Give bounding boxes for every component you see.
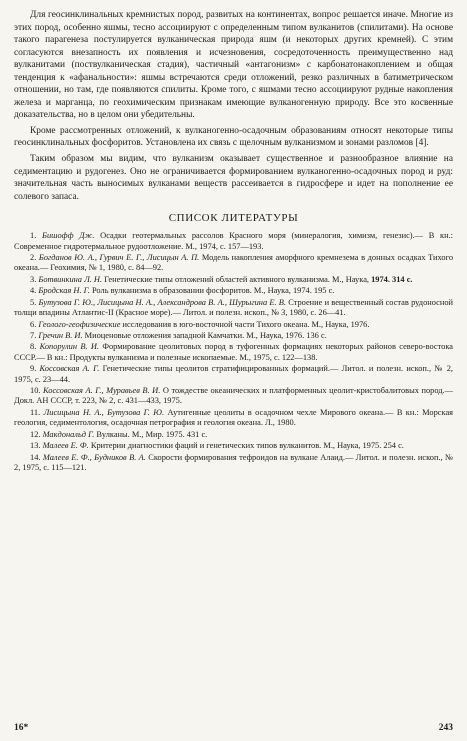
reference-item [14, 430, 453, 440]
reference-number: 10. [30, 386, 41, 396]
reference-number: 11. [30, 407, 41, 417]
reference-item [14, 275, 453, 285]
reference-authors: Малеев Е. Ф. [42, 441, 89, 451]
reference-item [14, 408, 453, 429]
reference-item [14, 286, 453, 296]
reference-authors: Геолого-геофизические [38, 319, 121, 329]
reference-text-bold: 1974. 314 с. [371, 274, 413, 284]
reference-number: 7. [30, 331, 37, 340]
reference-item [14, 342, 453, 363]
reference-text: Критерии диагностики фаций и генетических типов вулканитов. М., Наука, 1975. 254 с. [88, 441, 404, 451]
reference-number: 4. [30, 286, 37, 296]
reference-number: 2. [30, 252, 37, 262]
reference-text: Аутигенные цеолиты в осадочном чехле Мирового океана.— В кн.: Морская геология, седиментология, осадочная петрография и геология океана. Л., 1980. [14, 407, 454, 428]
body-paragraph-1: Для геосинклинальных кремнистых пород, развитых на континентах, вопрос решается иначе. Многие из этих пород, особенно яшмы, тесно ассоциируют с определенным типом вулканитов (спилитами). На основе такого парагенеза постулируется вулканическая природа яшм (и некоторых других кремней). С этим согласуются внезапность их появления и исчезновения, сосредоточенность преимущественно над вулканитами (поствулканическая стадия), частичный «антагонизм» с карбонатонакоплением и общая тенденция к «афанальности»: яшмы встречаются среди отложений, резко различных в батиметрическом отношении, но там, где появляются спилиты. Кроме того, с яшмами тесно ассоциируют рудные накопления железа и марганца, по геохимическим признакам имеющие вулканогенную природу. Все это косвенные доказательства, но в целом они убедительны. [14, 10, 453, 121]
references-heading: СПИСОК ЛИТЕРАТУРЫ [168, 212, 299, 225]
reference-authors: Коссовская А. Г., Муравьев В. И. [43, 386, 161, 396]
reference-number: 13. [30, 441, 41, 451]
reference-authors: Малеев Е. Ф., Будников В. А. [42, 452, 146, 462]
reference-number: 3. [30, 274, 37, 284]
reference-item [14, 386, 453, 407]
reference-number: 12. [30, 429, 41, 439]
reference-item [14, 298, 453, 319]
reference-text: Осадки геотермальных рассолов Красного моря (минералогия, химизм, генезис).— В кн.: Современное гидротермальное рудоотложение. М., 1974, с. 157—193. [14, 231, 454, 251]
body-paragraph-2: Кроме рассмотренных отложений, к вулканогенно-осадочным образованиям относят некоторые типы геосинклинальных фосфоритов. Установлена их связь с щелочным вулканизмом и зонами разломов [4]. [14, 125, 453, 149]
reference-authors: Лисицына Н. А., Бутузова Г. Ю. [43, 407, 165, 417]
reference-authors: Гречин В. И. [38, 331, 83, 340]
reference-text: Роль вулканизма в образовании фосфоритов. М., Наука, 1974. 195 с. [89, 286, 335, 296]
reference-text: Генетические типы отложений областей активного вулканизма. М., Наука, [102, 274, 372, 284]
reference-authors: Ботвинкина Л. Н. [38, 274, 103, 284]
body-paragraph-3: Таким образом мы видим, что вулканизм оказывает существенное и разнообразное влияние на седиментацию и рудогенез. Оно не ограничивается формированием вулканогенно-осадочных пород и руд: значительная часть выносимых вулканами веществ рассеивается в гидросфере и идет на пополнение ее солевого запаса. [14, 154, 453, 202]
reference-authors: Копорулин В. И. [39, 342, 100, 352]
reference-text: Строение и вещественный состав рудоносной толщи впадины Атлантис-II (Красное море).— Литол. и полезн. ископ., № 3, 1980, с. 26—41. [14, 297, 453, 318]
reference-text: Миоценовые отложения западной Камчатки. М., Наука, 1976. 136 с. [82, 331, 327, 340]
reference-text: Вулканы. М., Мир. 1975. 431 с. [94, 429, 208, 439]
page-number: 243 [438, 723, 453, 733]
signature-mark: 16* [14, 723, 29, 733]
reference-authors: Бродская Н. Г. [38, 286, 90, 296]
reference-item [14, 231, 453, 252]
reference-text: О тождестве океанических и платформенных цеолит-кристобалитовых пород.— Докл. АН СССР, т. 223, № 2, с. 431—433, 1975. [14, 386, 454, 406]
reference-number: 1. [30, 231, 37, 241]
reference-authors: Коссовская А. Г. [39, 364, 100, 374]
reference-text: Скорости формирования тефроидов на вулкане Алаид.— Литол. и полезн. ископ., № 2, 1975, с. 115—121. [14, 452, 454, 472]
reference-item [14, 331, 453, 341]
reference-number: 5. [30, 297, 37, 307]
reference-text: исследования в юго-восточной части Тихого океана. М., Наука, 1976. [120, 319, 370, 329]
reference-item [14, 441, 453, 451]
reference-text: Формирование цеолитовых пород в туфогенных формациях некоторых районов северо-востока СССР.— В кн.: Продукты вулканизма и полезные ископаемые. М., 1975, с. 122—138. [14, 342, 453, 362]
reference-item [14, 453, 453, 474]
reference-authors: Богданов Ю. А., Гурвич Е. Г., Лисицын А. П. [38, 252, 200, 262]
reference-text: Модель накопления аморфного кремнезема в донных осадках Тихого океана.— Геохимия, № 1, 1980, с. 84—92. [14, 252, 454, 273]
reference-authors: Бишофф Дж. [42, 231, 95, 241]
reference-item [14, 253, 453, 274]
reference-authors: Макдональд Г. [42, 429, 95, 439]
reference-number: 9. [30, 364, 37, 374]
reference-authors: Бутузова Г. Ю., Лисицына Н. А., Александрова В. А., Шурыгина Е. В. [38, 297, 287, 307]
reference-list [14, 231, 453, 473]
reference-text: Генетические типы цеолитов стратифицированных формаций.— Литол. и полезн. ископ., № 2, 1975, с. 23—44. [14, 364, 454, 384]
reference-number: 14. [30, 452, 41, 462]
reference-item [14, 364, 453, 385]
reference-item [14, 320, 453, 330]
reference-number: 8. [30, 342, 37, 352]
reference-number: 6. [30, 319, 37, 329]
page-footer [14, 723, 453, 733]
